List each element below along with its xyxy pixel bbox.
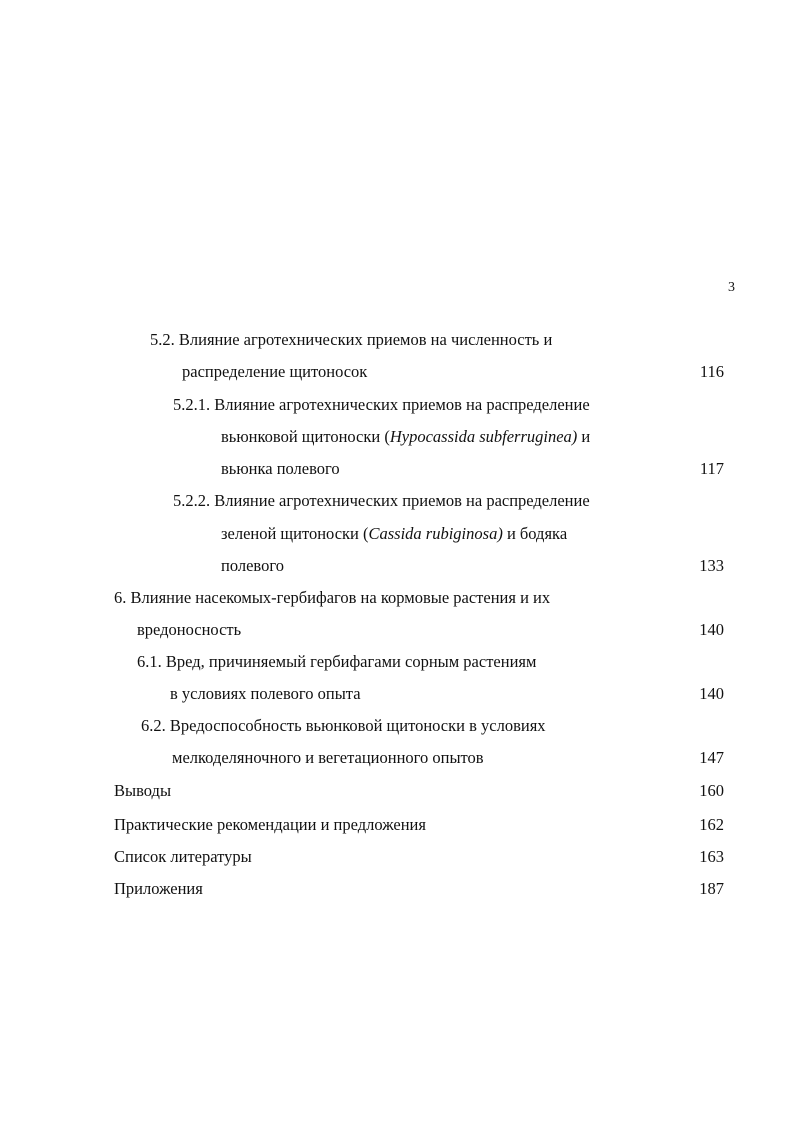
toc-entry-5-2-page: 116: [699, 362, 724, 381]
toc-entry-references: Список литературы: [114, 847, 252, 866]
toc-entry-6-1-line-1: 6.1. Вред, причиняемый гербифагами сорным растениям: [137, 652, 537, 671]
toc-entry-5-2-1-species: Hypocassida subferruginea): [389, 427, 578, 446]
toc-entry-5-2-2-line-1: 5.2.2. Влияние агротехнических приемов на распределение: [173, 491, 590, 510]
toc-entry-6-2-line-2: мелкоделяночного и вегетационного опытов: [172, 748, 484, 767]
toc-entry-6-2-page: 147: [699, 748, 724, 767]
toc-entry-conclusions: Выводы: [114, 781, 172, 800]
toc-entry-5-2-1-line-2: [221, 427, 590, 447]
page-number: 3: [728, 280, 735, 295]
toc-entry-5-2-2-page: 133: [699, 556, 724, 575]
toc-entry-5-2-1-text-pre: вьюнковой щитоноски (: [221, 427, 390, 446]
toc-entry-appendices-page: 187: [699, 879, 724, 898]
toc-entry-5-2-line-1: 5.2. Влияние агротехнических приемов на численность и: [150, 330, 553, 349]
toc-entry-appendices: Приложения: [114, 879, 203, 898]
toc-entry-5-2-1-line-3: вьюнка полевого: [221, 459, 340, 478]
toc-entry-5-2-1-page: 117: [699, 459, 724, 478]
toc-entry-references-page: 163: [699, 847, 724, 866]
toc-entry-5-2-2-line-2: [221, 524, 567, 544]
toc-entry-6-1-page: 140: [699, 684, 724, 703]
toc-entry-5-2-1-text-post: и: [577, 427, 591, 446]
toc-entry-5-2-2-line-3: полевого: [221, 556, 284, 575]
toc-entry-5-2-2-text-post: и бодяка: [502, 524, 568, 543]
toc-entry-6-2-line-1: 6.2. Вредоспособность вьюнковой щитоноски в условиях: [141, 716, 546, 735]
toc-entry-conclusions-page: 160: [699, 781, 724, 800]
toc-entry-5-2-2-species: Cassida rubiginosa): [368, 524, 503, 543]
toc-entry-5-2-2-text-pre: зеленой щитоноски (: [221, 524, 369, 543]
toc-entry-6-line-1: 6. Влияние насекомых-гербифагов на кормовые растения и их: [114, 588, 551, 607]
toc-entry-5-2-line-2: распределение щитоносок: [182, 362, 368, 381]
toc-entry-recommendations-page: 162: [699, 815, 724, 834]
toc-entry-5-2-1-line-1: 5.2.1. Влияние агротехнических приемов на распределение: [173, 395, 590, 414]
toc-entry-6-line-2: вредоносность: [137, 620, 242, 639]
toc-entry-recommendations: Практические рекомендации и предложения: [114, 815, 426, 834]
toc-entry-6-1-line-2: в условиях полевого опыта: [170, 684, 361, 703]
toc-entry-6-page: 140: [699, 620, 724, 639]
